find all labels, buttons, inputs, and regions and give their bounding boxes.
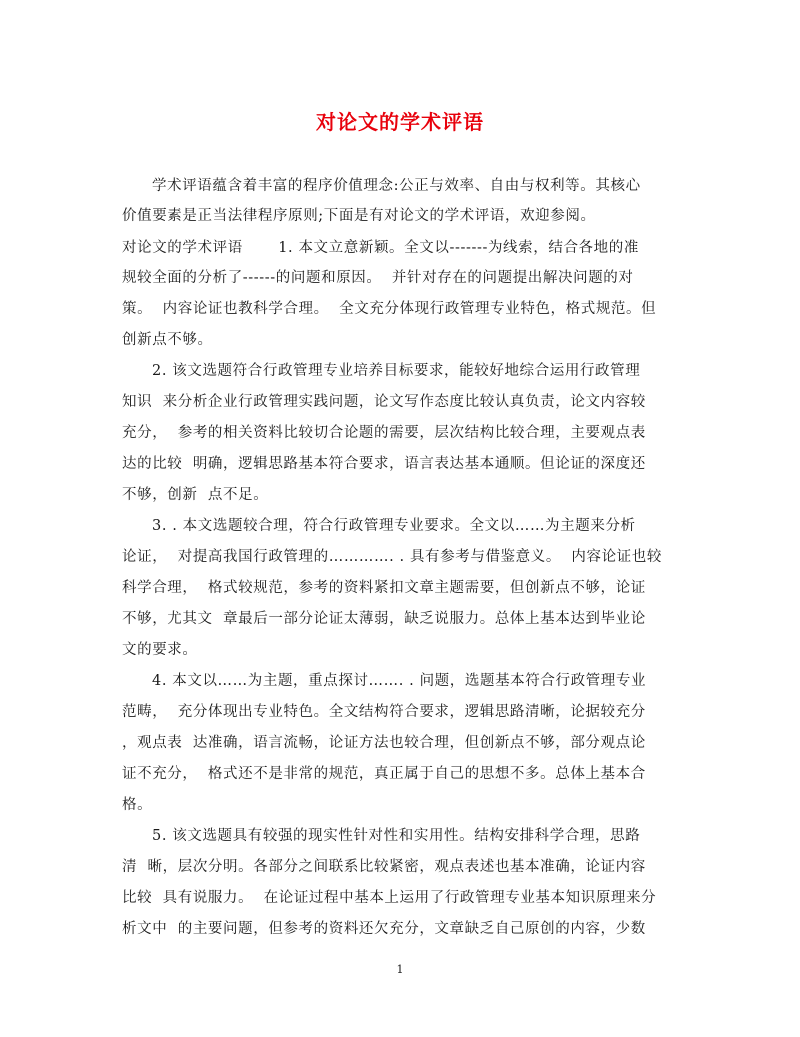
- body-line: 不够，尤其文 章最后一部分论证太薄弱，缺乏说服力。总体上基本达到毕业论: [122, 611, 646, 627]
- body-line: ，观点表 达准确，语言流畅，论证方法也较合理，但创新点不够，部分观点论: [122, 735, 646, 751]
- body-line: 充分， 参考的相关资料比较切合论题的需要，层次结构比较合理，主要观点表: [122, 425, 646, 441]
- body-line: 2. 该文选题符合行政管理专业培养目标要求，能较好地综合运用行政管理: [152, 363, 641, 379]
- page-number: 1: [396, 963, 404, 976]
- body-line: 文的要求。: [122, 642, 198, 658]
- body-line: 不够，创新 点不足。: [122, 487, 269, 503]
- body-line: 科学合理， 格式较规范，参考的资料紧扣文章主题需要，但创新点不够，论证: [122, 580, 646, 596]
- body-line: 析文中 的主要问题，但参考的资料还欠充分，文章缺乏自己原创的内容，少数: [122, 921, 646, 937]
- body-line: 清 晰，层次分明。各部分之间联系比较紧密，观点表述也基本准确，论证内容: [122, 859, 646, 875]
- body-line: 创新点不够。: [122, 332, 213, 348]
- body-line: 比较 具有说服力。 在论证过程中基本上运用了行政管理专业基本知识原理来分: [122, 890, 657, 906]
- body-line: 3. . 本文选题较合理，符合行政管理专业要求。全文以……为主题来分析: [152, 518, 636, 534]
- body-line: 知识 来分析企业行政管理实践问题，论文写作态度比较认真负责，论文内容较: [122, 394, 646, 410]
- body-line: 5. 该文选题具有较强的现实性针对性和实用性。结构安排科学合理，思路: [152, 828, 641, 844]
- body-line: 对论文的学术评语 1. 本文立意新颖。全文以-------为线索，结合各地的准: [122, 240, 639, 256]
- body-line: 学术评语蕴含着丰富的程序价值理念:公正与效率、自由与权利等。其核心: [152, 178, 641, 194]
- document-title: 对论文的学术评语: [316, 110, 484, 134]
- body-line: 论证， 对提高我国行政管理的…………. . 具有参考与借鉴意义。 内容论证也较: [122, 549, 662, 565]
- body-line: 4. 本文以……为主题，重点探讨……. . 问题，选题基本符合行政管理专业: [152, 673, 647, 689]
- body-line: 价值要素是正当法律程序原则;下面是有对论文的学术评语，欢迎参阅。: [122, 208, 596, 224]
- body-line: 策。 内容论证也教科学合理。 全文充分体现行政管理专业特色，格式规范。但: [122, 301, 657, 317]
- body-line: 范畴， 充分体现出专业特色。全文结构符合要求，逻辑思路清晰，论据较充分: [122, 704, 646, 720]
- body-line: 格。: [122, 797, 153, 813]
- body-line: 达的比较 明确，逻辑思路基本符合要求，语言表达基本通顺。但论证的深度还: [122, 456, 646, 472]
- body-line: 证不充分， 格式还不是非常的规范，真正属于自己的思想不多。总体上基本合: [122, 766, 646, 782]
- body-line: 规较全面的分析了------的问题和原因。 并针对存在的问题提出解决问题的对: [122, 270, 634, 286]
